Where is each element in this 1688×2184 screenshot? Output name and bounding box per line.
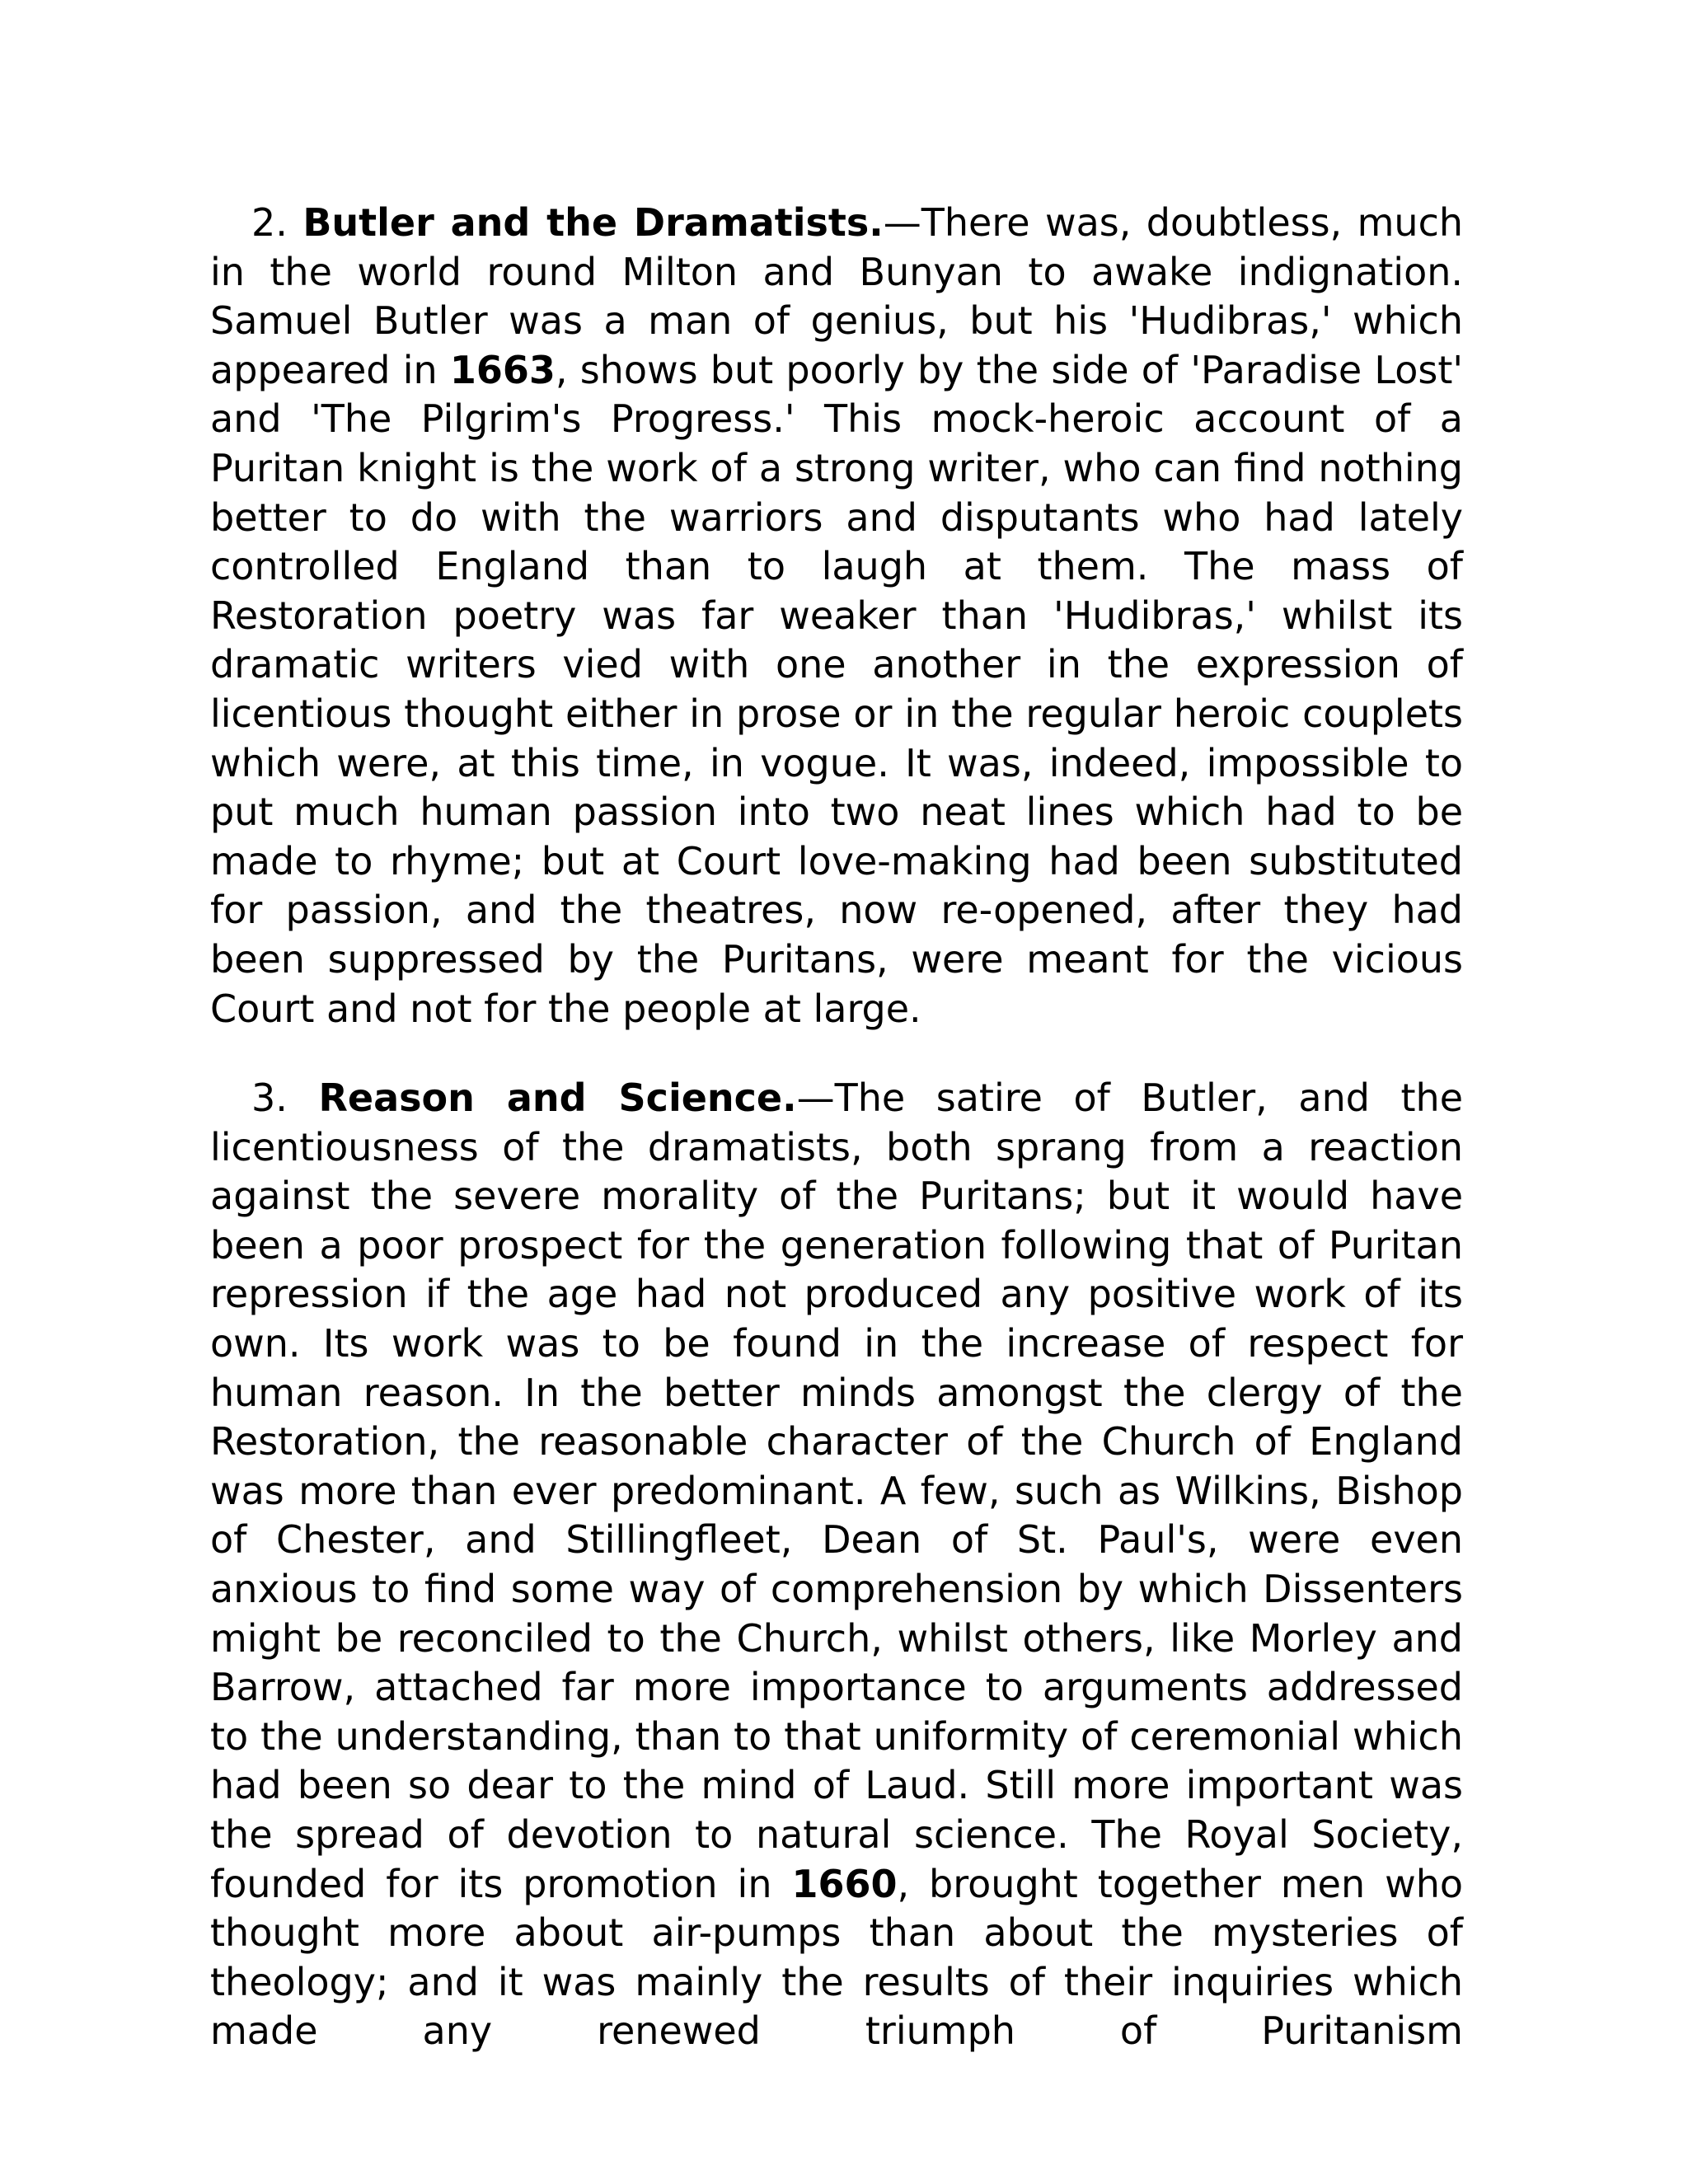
section-text: —The satire of Butler, and the licentiousness of the dramatists, both sprang from a reaction against the severe morality of the Puritans; but it would have been a poor prospect for the generation following that of Puritan repression if the age had not produced any positive work of its own. Its work was to be found in the increase of respect for human reason. In the better minds amongst the clergy of the Restoration, the reasonable character of the Church of England was more than ever predominant. A few, such as Wilkins, Bishop of Chester, and Stillingfleet, Dean of St. Paul's, were even anxious to find some way of comprehension by which Dissenters might be reconciled to the Church, whilst others, like Morley and Barrow, attached far more importance to arguments addressed to the understanding, than to that uniformity of ceremonial which had been so dear to the mind of Laud. Still more important was the spread of devotion to natural science. The Royal Society, founded for its promotion in — [210, 1076, 1463, 1906]
section-reason-and-science — [210, 1074, 1463, 2056]
section-year: 1663 — [449, 347, 556, 392]
section-butler-and-the-dramatists — [210, 199, 1463, 1033]
section-text-continued: , shows but poorly by the side of 'Paradise Lost' and 'The Pilgrim's Progress.' This mock-heroic account of a Puritan knight is the work of a strong writer, who can find nothing better to do with the warriors and disputants who had lately controlled England than to laugh at them. The mass of Restoration poetry was far weaker than 'Hudibras,' whilst its dramatic writers vied with one another in the expression of licentious thought either in prose or in the regular heroic couplets which were, at this time, in vogue. It was, indeed, impossible to put much human passion into two neat lines which had to be made to rhyme; but at Court love-making had been substituted for passion, and the theatres, now re-opened, after they had been suppressed by the Puritans, were meant for the vicious Court and not for the people at large. — [210, 347, 1464, 1031]
section-text: —There was, doubtless, much in the world round Milton and Bunyan to awake indignation. Samuel Butler was a man of genius, but his 'Hudibras,' which appeared in — [210, 200, 1464, 392]
section-number: 3. — [251, 1076, 288, 1121]
document-page — [210, 199, 1463, 2097]
section-text-continued: , brought together men who thought more about air-pumps than about the mysteries of theology; and it was mainly the results of their inquiries which made any renewed triumph of Puritanism — [210, 1861, 1463, 2054]
section-year: 1660 — [791, 1861, 898, 1906]
section-heading: Butler and the Dramatists. — [302, 200, 884, 245]
section-heading: Reason and Science. — [318, 1076, 797, 1121]
section-number: 2. — [251, 200, 288, 245]
